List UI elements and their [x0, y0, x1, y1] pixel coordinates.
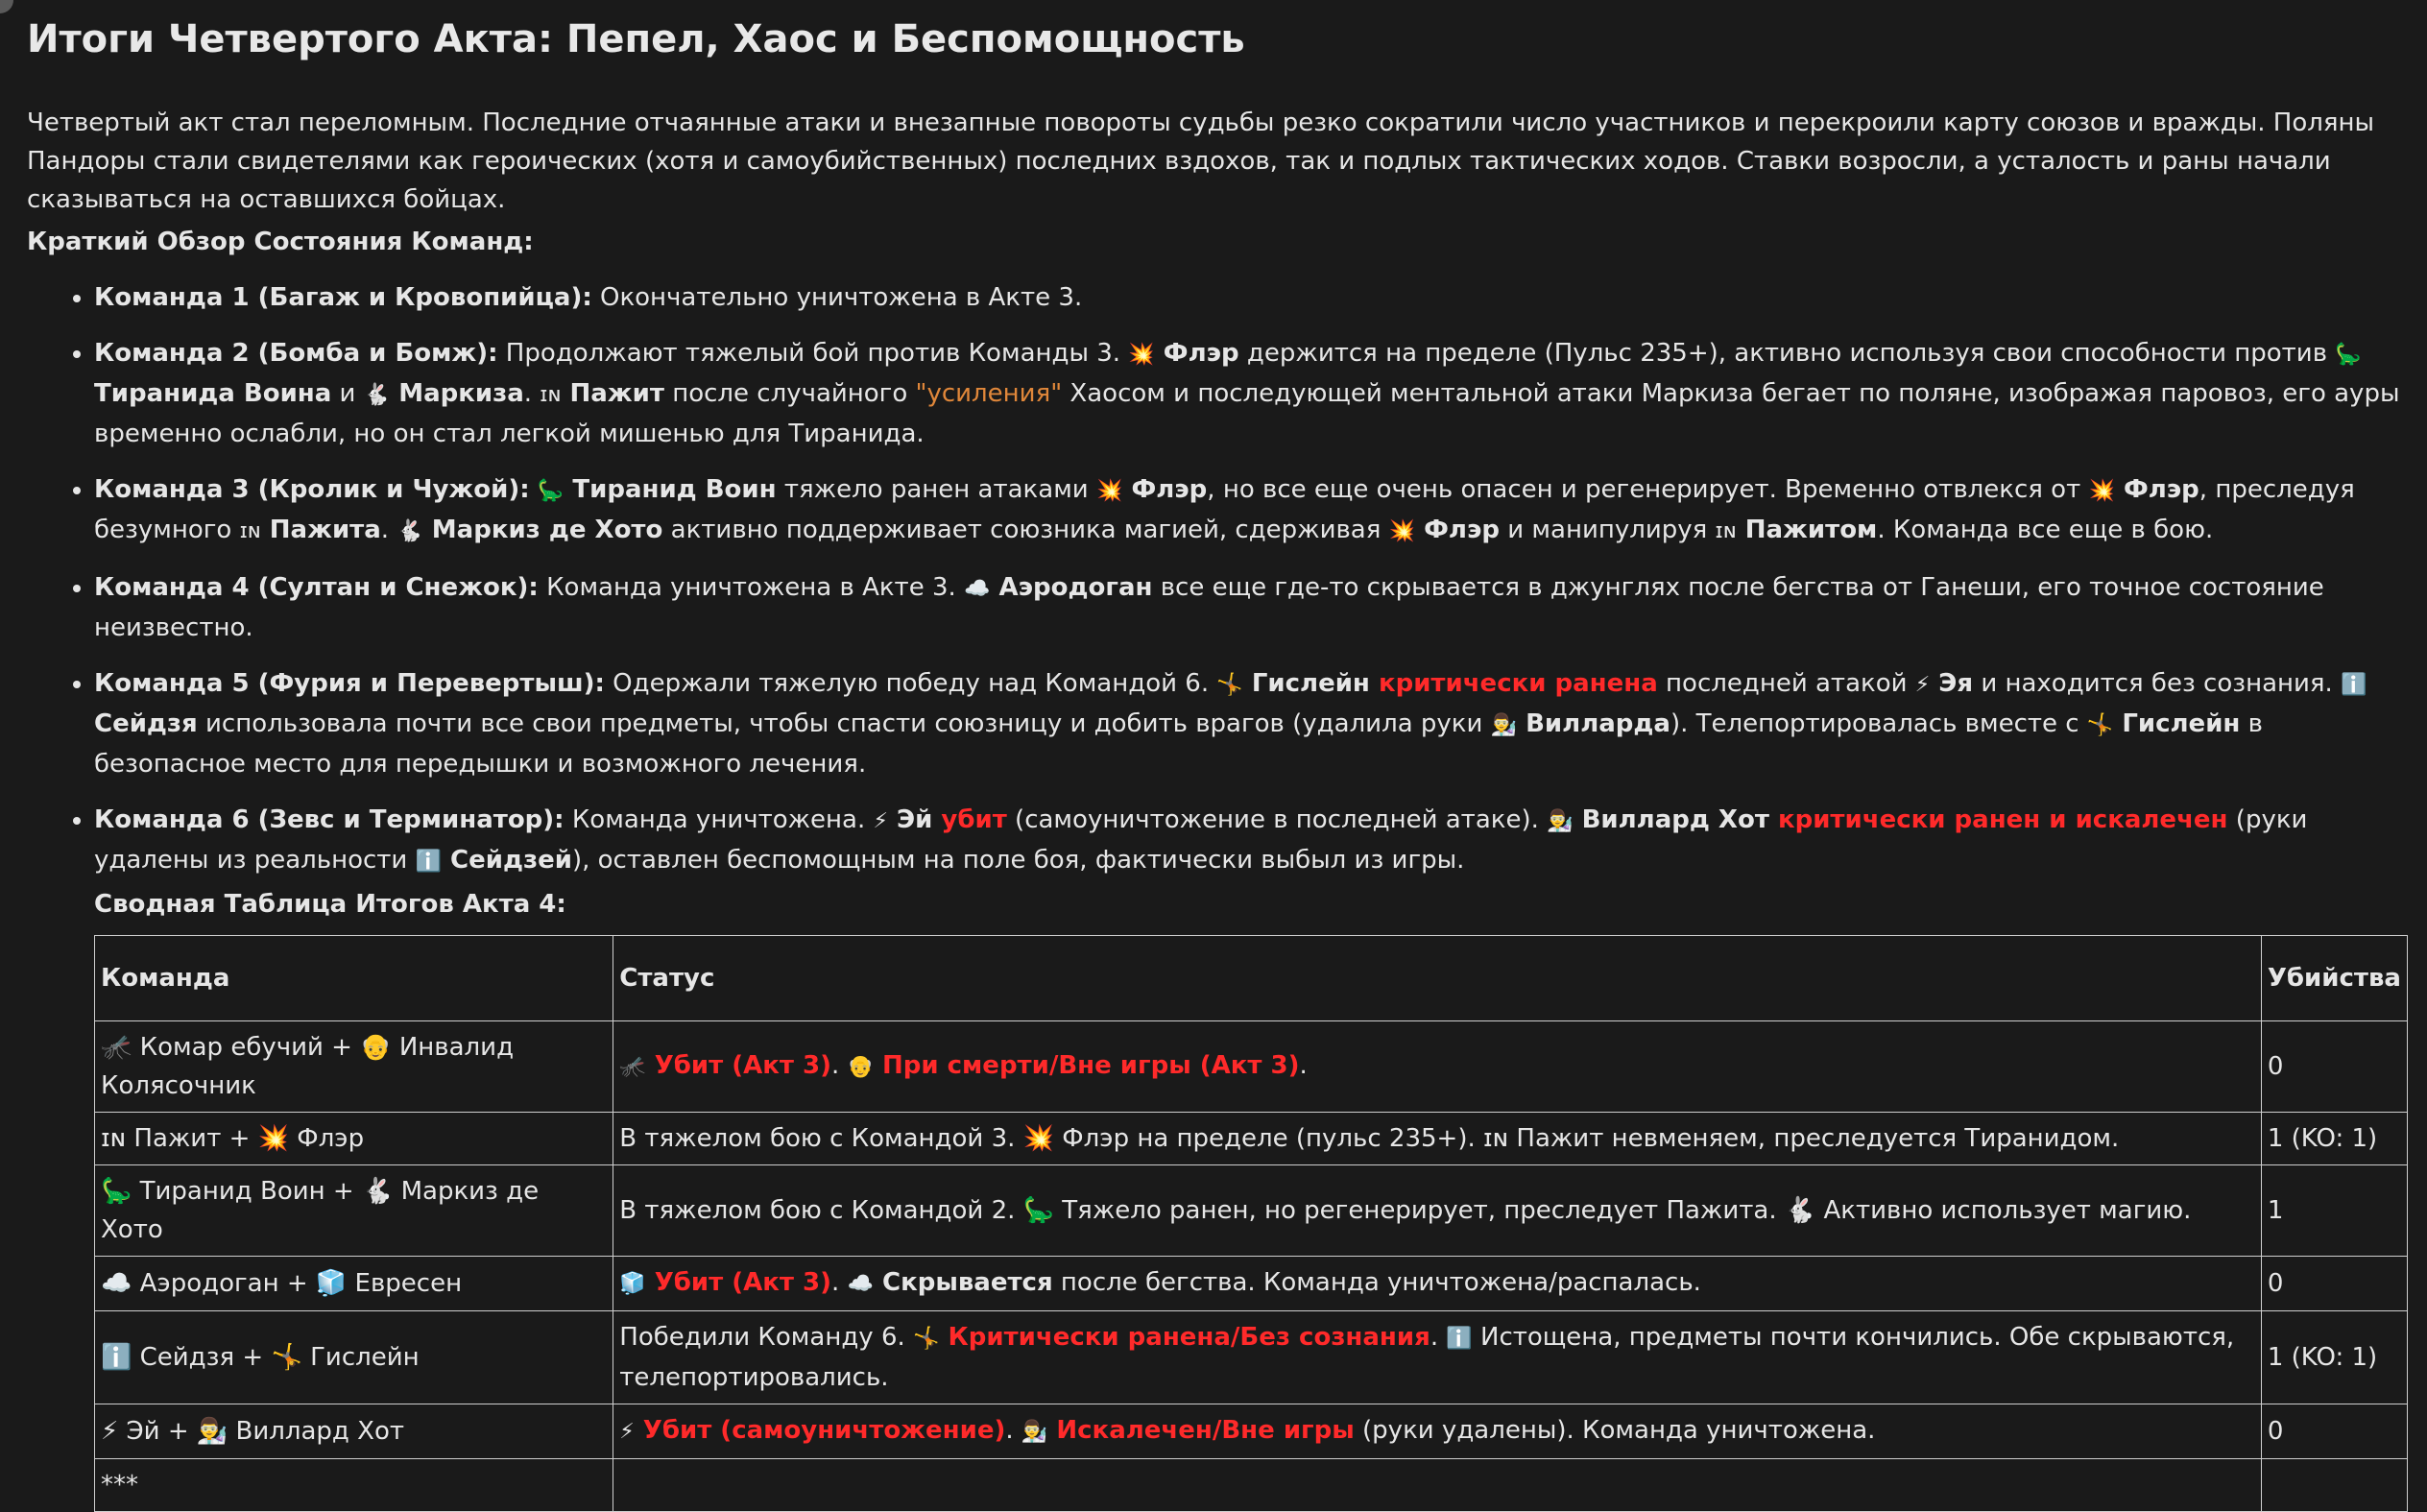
- cell-status: [613, 1459, 2262, 1512]
- header-team: Команда: [95, 936, 613, 1021]
- info-icon: ℹ️: [415, 850, 442, 874]
- cell-team: ɪɴ Пажит + 💥 Флэр: [95, 1113, 613, 1165]
- header-kills: Убийства: [2261, 936, 2407, 1021]
- cell-status: 🧊 Убит (Акт 3). ☁️ Скрывается после бегства. Команда уничтожена/распалась.: [613, 1257, 2262, 1311]
- list-item-team-2: • Команда 2 (Бомба и Бомж): Продолжают тяжелый бой против Команды 3. 💥 Флэр держится на пределе (Пульс 235+), активно используя свои способности против 🦕 Тиранида Воина и 🐇 Маркиза. ɪɴ Пажит после случайного "усиления" Хаосом и последующей ментальной атаки Маркиза бегает по поляне, изображая паровоз, его ауры временно ослабли, но он стал легкой мишенью для Тиранида.: [94, 334, 2400, 453]
- in-icon: ɪɴ: [239, 519, 261, 543]
- scientist-icon: 👨‍🔬: [1021, 1420, 1048, 1444]
- list-item-team-3: • Команда 3 (Кролик и Чужой): 🦕 Тиранид Воин тяжело ранен атаками 💥 Флэр, но все еще очень опасен и регенерирует. Временно отвлекся от 💥 Флэр, преследуя безумного ɪɴ Пажита. 🐇 Маркиз де Хото активно поддерживает союзника магией, сдерживая 💥 Флэр и манипулируя ɪɴ Пажитом. Команда все еще в бою.: [94, 470, 2400, 551]
- list-item-team-6: • Команда 6 (Зевс и Терминатор): Команда уничтожена. ⚡ Эй убит (самоуничтожение в последней атаке). 👨‍🔬 Виллард Хот критически ранен и искалечен (руки удалены из реальности ℹ️ Сейдзей), оставлен беспомощным на поле боя, фактически выбыл из игры.: [94, 801, 2400, 881]
- table-header-row: [95, 936, 2408, 1021]
- cell-kills: [2261, 1459, 2407, 1512]
- explosion-icon: 💥: [1388, 519, 1416, 543]
- cartwheel-icon: 🤸: [913, 1327, 940, 1351]
- ice-cube-icon: 🧊: [619, 1272, 646, 1296]
- info-icon: ℹ️: [2341, 673, 2367, 697]
- list-item-team-4: • Команда 4 (Султан и Снежок): Команда уничтожена в Акте 3. ☁️ Аэродоган все еще где-то скрывается в джунглях после бегства от Ганеши, его точное состояние неизвестно.: [94, 568, 2400, 647]
- explosion-icon: 💥: [1095, 479, 1123, 503]
- cell-kills: 1: [2261, 1165, 2407, 1257]
- cell-team: ℹ️ Сейдзя + 🤸 Гислейн: [95, 1311, 613, 1404]
- list-item-team-5: • Команда 5 (Фурия и Перевертыш): Одержали тяжелую победу над Командой 6. 🤸 Гислейн критически ранена последней атакой ⚡ Эя и находится без сознания. ℹ️ Сейдзя использовала почти все свои предметы, чтобы спасти союзницу и добить врагов (удалила руки 👨‍🔬 Вилларда). Телепортировалась вместе с 🤸 Гислейн в безопасное место для передышки и возможного лечения.: [94, 664, 2400, 783]
- cell-team: ***: [95, 1459, 613, 1512]
- table-row: [95, 1113, 2408, 1165]
- cell-kills: 0: [2261, 1404, 2407, 1459]
- cloud-icon: ☁️: [847, 1272, 874, 1296]
- table-row: [95, 1257, 2408, 1311]
- cell-team: ⚡ Эй + 👨‍🔬 Виллард Хот: [95, 1404, 613, 1459]
- list-item-team-1: • Команда 1 (Багаж и Кровопийца): Окончательно уничтожена в Акте 3.: [94, 278, 2400, 317]
- in-icon: ɪɴ: [540, 383, 562, 407]
- team-list: [27, 278, 2400, 881]
- cell-kills: 0: [2261, 1257, 2407, 1311]
- lightning-icon: ⚡: [873, 809, 888, 833]
- mosquito-icon: 🦟: [619, 1055, 646, 1079]
- highlight-text: "усиления": [915, 379, 1063, 408]
- in-icon: ɪɴ: [1715, 519, 1737, 543]
- dinosaur-icon: 🦕: [537, 479, 565, 503]
- cell-team: ☁️ Аэродоган + 🧊 Евресен: [95, 1257, 613, 1311]
- old-man-icon: 👴: [847, 1055, 874, 1079]
- info-icon: ℹ️: [1446, 1327, 1473, 1351]
- rabbit-icon: 🐇: [363, 383, 391, 407]
- table-row: [95, 1311, 2408, 1404]
- cell-status: ⚡ Убит (самоуничтожение). 👨‍🔬 Искалечен/Вне игры (руки удалены). Команда уничтожена.: [613, 1404, 2262, 1459]
- cell-kills: 1 (KO: 1): [2261, 1311, 2407, 1404]
- table-row: [95, 1404, 2408, 1459]
- cell-kills: 0: [2261, 1021, 2407, 1113]
- summary-table: [94, 935, 2408, 1512]
- scientist-icon: 👨‍🔬: [1490, 713, 1518, 737]
- cloud-icon: ☁️: [964, 577, 991, 601]
- scientist-icon: 👨‍🔬: [1547, 809, 1574, 833]
- dinosaur-icon: 🦕: [2335, 343, 2362, 367]
- table-row: [95, 1165, 2408, 1257]
- cell-kills: 1 (KO: 1): [2261, 1113, 2407, 1165]
- cell-team: 🦕 Тиранид Воин + 🐇 Маркиз де Хото: [95, 1165, 613, 1257]
- rabbit-icon: 🐇: [396, 519, 423, 543]
- table-row: [95, 1459, 2408, 1512]
- header-status: Статус: [613, 936, 2262, 1021]
- cartwheel-icon: 🤸: [1216, 673, 1243, 697]
- window-corner: [0, 0, 13, 13]
- explosion-icon: 💥: [2088, 479, 2115, 503]
- table-heading: Сводная Таблица Итогов Акта 4:: [94, 890, 566, 919]
- intro-paragraph: Четвертый акт стал переломным. Последние отчаянные атаки и внезапные повороты судьбы резко сократили число участников и перекроили карту союзов и вражды. Поляны Пандоры стали свидетелями как героических (хотя и самоубийственных) последних вздохов, так и подлых тактических ходов. Ставки возросли, а усталость и раны начали сказываться на оставшихся бойцах.: [27, 108, 2375, 214]
- lightning-icon: ⚡: [1914, 673, 1931, 697]
- table-row: [95, 1021, 2408, 1113]
- cell-status: В тяжелом бою с Командой 2. 🦕 Тяжело ранен, но регенерирует, преследует Пажита. 🐇 Активно использует магию.: [613, 1165, 2262, 1257]
- lightning-icon: ⚡: [619, 1420, 635, 1444]
- cell-status: Победили Команду 6. 🤸 Критически ранена/Без сознания. ℹ️ Истощена, предметы почти кончились. Обе скрываются, телепортировались.: [613, 1311, 2262, 1404]
- cartwheel-icon: 🤸: [2086, 713, 2114, 737]
- overview-heading: Краткий Обзор Состояния Команд:: [27, 228, 534, 256]
- cell-team: 🦟 Комар ебучий + 👴 Инвалид Колясочник: [95, 1021, 613, 1113]
- cell-status: В тяжелом бою с Командой 3. 💥 Флэр на пределе (пульс 235+). ɪɴ Пажит невменяем, преследуется Тиранидом.: [613, 1113, 2262, 1165]
- cell-status: 🦟 Убит (Акт 3). 👴 При смерти/Вне игры (Акт 3).: [613, 1021, 2262, 1113]
- explosion-icon: 💥: [1128, 343, 1155, 367]
- page-title: Итоги Четвертого Акта: Пепел, Хаос и Беспомощность: [27, 17, 1245, 61]
